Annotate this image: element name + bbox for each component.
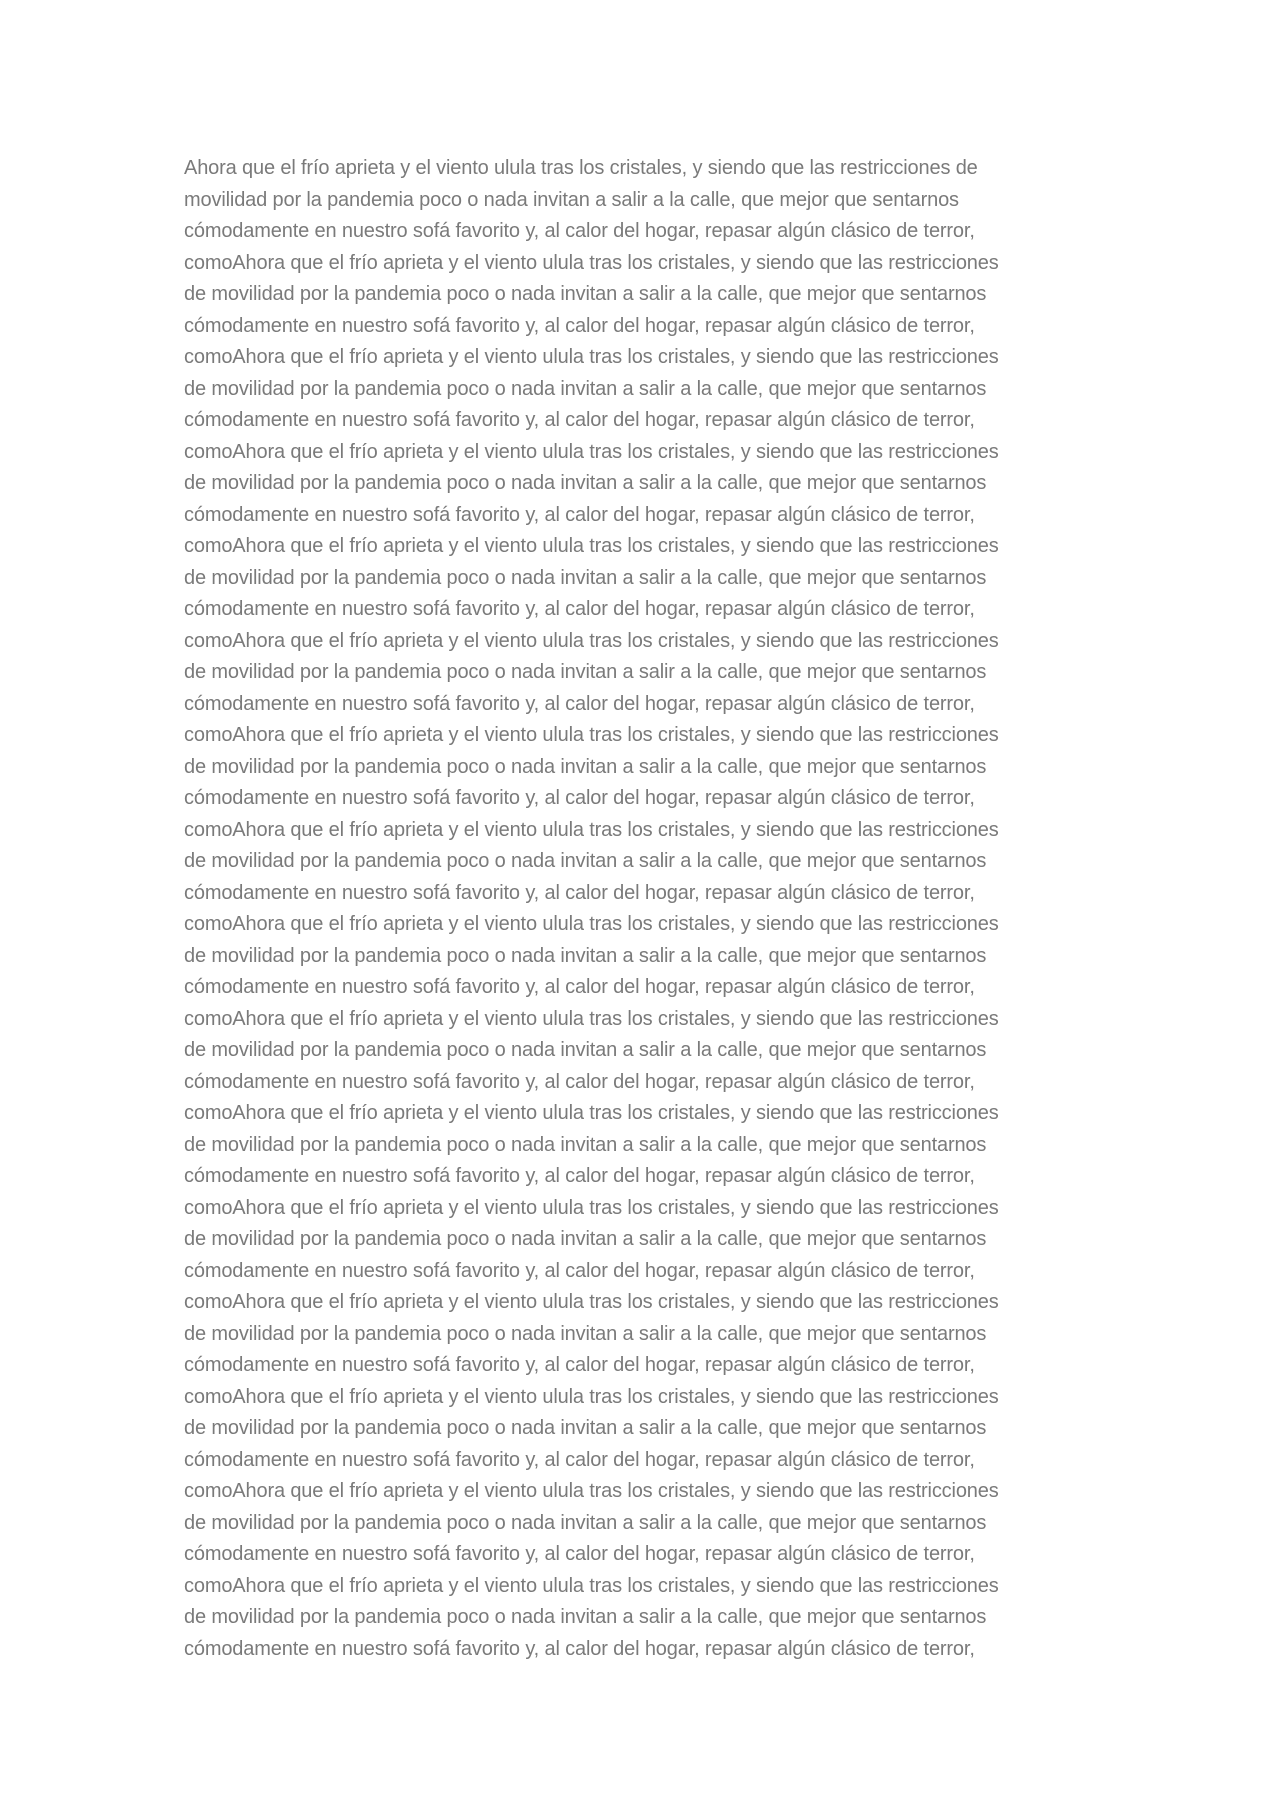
text-line: de movilidad por la pandemia poco o nada invitan a salir a la calle, que mejor que sentarnos [184, 1133, 987, 1156]
text-line: cómodamente en nuestro sofá favorito y, al calor del hogar, repasar algún clásico de terror, [184, 976, 975, 998]
text-line: comoAhora que el frío aprieta y el viento ulula tras los cristales, y siendo que las restricciones [184, 1480, 999, 1502]
text-line: de movilidad por la pandemia poco o nada invitan a salir a la calle, que mejor que sentarnos [184, 1511, 987, 1534]
text-line: cómodamente en nuestro sofá favorito y, al calor del hogar, repasar algún clásico de terror, [184, 1070, 975, 1093]
text-line: cómodamente en nuestro sofá favorito y, al calor del hogar, repasar algún clásico de terror, [184, 220, 975, 242]
text-line: cómodamente en nuestro sofá favorito y, al calor del hogar, repasar algún clásico de terror, [184, 787, 975, 809]
body-text [184, 153, 1094, 1665]
text-line: comoAhora que el frío aprieta y el viento ulula tras los cristales, y siendo que las restricciones [184, 1102, 999, 1124]
text-line: comoAhora que el frío aprieta y el viento ulula tras los cristales, y siendo que las restricciones [184, 535, 999, 557]
text-line: cómodamente en nuestro sofá favorito y, al calor del hogar, repasar algún clásico de terror, [184, 692, 975, 715]
text-line: comoAhora que el frío aprieta y el viento ulula tras los cristales, y siendo que las restricciones [184, 724, 999, 746]
text-line: cómodamente en nuestro sofá favorito y, al calor del hogar, repasar algún clásico de terror, [184, 314, 975, 337]
text-line: de movilidad por la pandemia poco o nada invitan a salir a la calle, que mejor que sentarnos [184, 472, 987, 494]
text-line: de movilidad por la pandemia poco o nada invitan a salir a la calle, que mejor que sentarnos [184, 1228, 987, 1250]
text-line: de movilidad por la pandemia poco o nada invitan a salir a la calle, que mejor que sentarnos [184, 661, 987, 683]
text-line: comoAhora que el frío aprieta y el viento ulula tras los cristales, y siendo que las restricciones [184, 1196, 999, 1219]
text-line: Ahora que el frío aprieta y el viento ulula tras los cristales, y siendo que las restricciones de [184, 157, 978, 179]
text-line: cómodamente en nuestro sofá favorito y, al calor del hogar, repasar algún clásico de terror, [184, 1637, 975, 1660]
text-line: cómodamente en nuestro sofá favorito y, al calor del hogar, repasar algún clásico de terror, [184, 1354, 975, 1376]
text-line: de movilidad por la pandemia poco o nada invitan a salir a la calle, que mejor que sentarnos [184, 1606, 987, 1628]
text-line: comoAhora que el frío aprieta y el viento ulula tras los cristales, y siendo que las restricciones [184, 346, 999, 368]
text-line: de movilidad por la pandemia poco o nada invitan a salir a la calle, que mejor que sentarnos [184, 566, 987, 589]
text-line: cómodamente en nuestro sofá favorito y, al calor del hogar, repasar algún clásico de terror, [184, 1165, 975, 1187]
text-line: comoAhora que el frío aprieta y el viento ulula tras los cristales, y siendo que las restricciones [184, 440, 999, 463]
text-line: cómodamente en nuestro sofá favorito y, al calor del hogar, repasar algún clásico de terror, [184, 1448, 975, 1471]
text-line: movilidad por la pandemia poco o nada invitan a salir a la calle, que mejor que sentarnos [184, 188, 959, 211]
text-line: cómodamente en nuestro sofá favorito y, al calor del hogar, repasar algún clásico de terror, [184, 503, 975, 526]
text-line: cómodamente en nuestro sofá favorito y, al calor del hogar, repasar algún clásico de terror, [184, 881, 975, 904]
text-line: de movilidad por la pandemia poco o nada invitan a salir a la calle, que mejor que sentarnos [184, 377, 987, 400]
text-line: comoAhora que el frío aprieta y el viento ulula tras los cristales, y siendo que las restricciones [184, 1574, 999, 1597]
text-line: de movilidad por la pandemia poco o nada invitan a salir a la calle, que mejor que sentarnos [184, 1417, 987, 1439]
text-line: de movilidad por la pandemia poco o nada invitan a salir a la calle, que mejor que sentarnos [184, 1322, 987, 1345]
text-line: comoAhora que el frío aprieta y el viento ulula tras los cristales, y siendo que las restricciones [184, 1291, 999, 1313]
text-line: de movilidad por la pandemia poco o nada invitan a salir a la calle, que mejor que sentarnos [184, 1039, 987, 1061]
text-line: cómodamente en nuestro sofá favorito y, al calor del hogar, repasar algún clásico de terror, [184, 1543, 975, 1565]
text-line: comoAhora que el frío aprieta y el viento ulula tras los cristales, y siendo que las restricciones [184, 251, 999, 274]
text-line: comoAhora que el frío aprieta y el viento ulula tras los cristales, y siendo que las restricciones [184, 1007, 999, 1030]
text-line: de movilidad por la pandemia poco o nada invitan a salir a la calle, que mejor que sentarnos [184, 944, 987, 967]
text-line: comoAhora que el frío aprieta y el viento ulula tras los cristales, y siendo que las restricciones [184, 818, 999, 841]
text-line: cómodamente en nuestro sofá favorito y, al calor del hogar, repasar algún clásico de terror, [184, 598, 975, 620]
text-line: de movilidad por la pandemia poco o nada invitan a salir a la calle, que mejor que sentarnos [184, 850, 987, 872]
text-line: de movilidad por la pandemia poco o nada invitan a salir a la calle, que mejor que sentarnos [184, 755, 987, 778]
text-line: cómodamente en nuestro sofá favorito y, al calor del hogar, repasar algún clásico de terror, [184, 409, 975, 431]
text-line: comoAhora que el frío aprieta y el viento ulula tras los cristales, y siendo que las restricciones [184, 913, 999, 935]
text-line: cómodamente en nuestro sofá favorito y, al calor del hogar, repasar algún clásico de terror, [184, 1259, 975, 1282]
text-line: comoAhora que el frío aprieta y el viento ulula tras los cristales, y siendo que las restricciones [184, 1385, 999, 1408]
text-line: comoAhora que el frío aprieta y el viento ulula tras los cristales, y siendo que las restricciones [184, 629, 999, 652]
text-line: de movilidad por la pandemia poco o nada invitan a salir a la calle, que mejor que sentarnos [184, 283, 987, 305]
